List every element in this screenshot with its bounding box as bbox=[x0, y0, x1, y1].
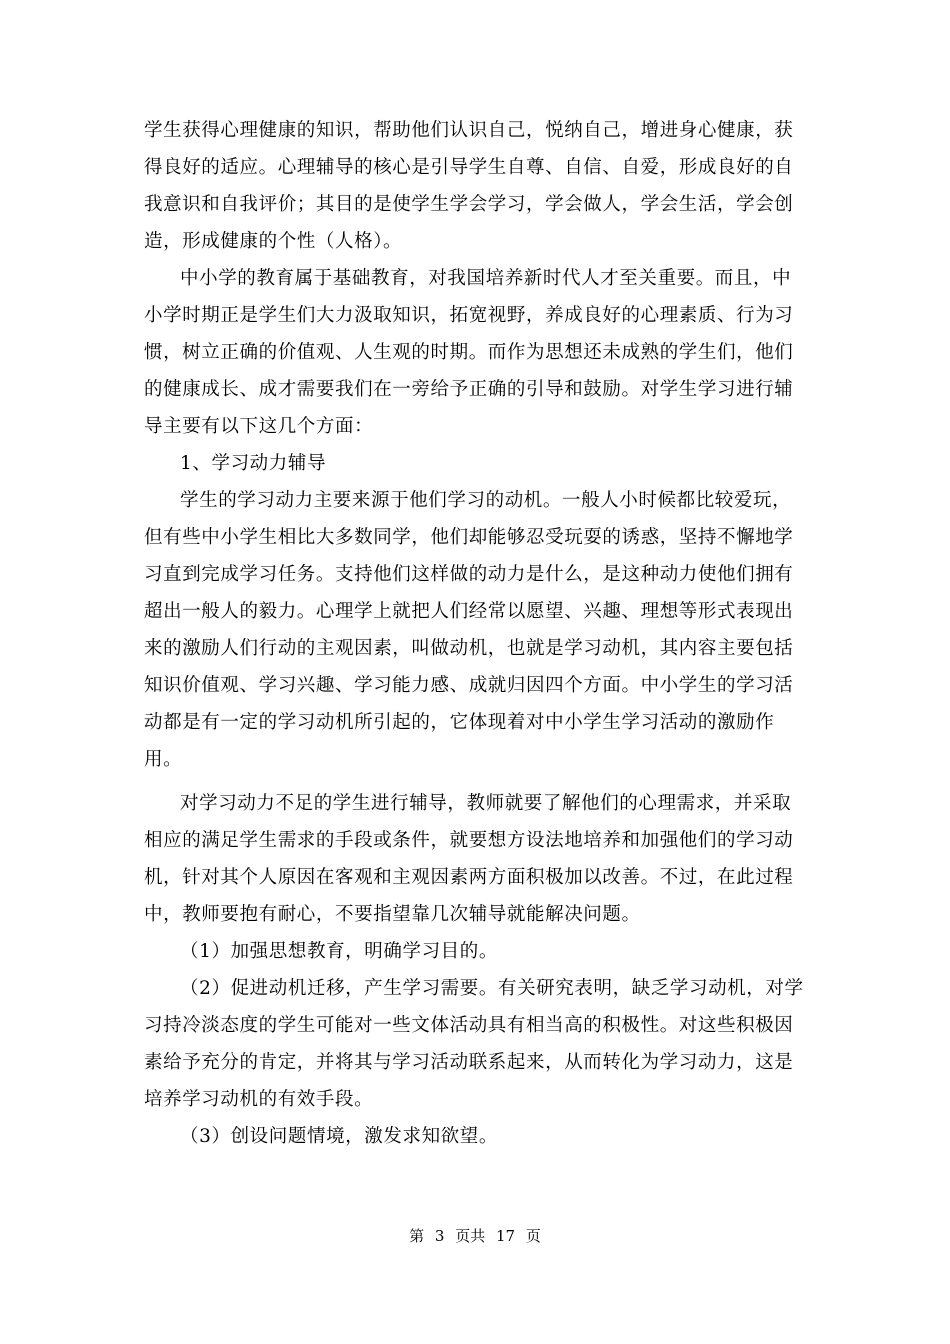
text-line: 学生获得心理健康的知识，帮助他们认识自己，悦纳自己，增进身心健康，获 bbox=[144, 120, 794, 141]
text-line: 相应的满足学生需求的手段或条件，就要想方设法地培养和加强他们的学习动 bbox=[144, 830, 794, 851]
page-footer: 第 3 页共 17 页 bbox=[409, 1227, 541, 1245]
text-line: 机，针对其个人原因在客观和主观因素两方面积极加以改善。不过，在此过程 bbox=[144, 867, 794, 888]
text-line: 对学习动力不足的学生进行辅导，教师就要了解他们的心理需求，并采取 bbox=[180, 793, 792, 814]
text-line: 中小学的教育属于基础教育，对我国培养新时代人才至关重要。而且，中 bbox=[180, 268, 792, 289]
text-line: 培养学习动机的有效手段。 bbox=[144, 1089, 374, 1110]
text-line: 导主要有以下这几个方面： bbox=[144, 416, 374, 437]
text-line: 超出一般人的毅力。心理学上就把人们经常以愿望、兴趣、理想等形式表现出 bbox=[144, 601, 794, 622]
text-line: 来的激励人们行动的主观因素，叫做动机，也就是学习动机，其内容主要包括 bbox=[144, 638, 794, 659]
text-line: 动都是有一定的学习动机所引起的，它体现着对中小学生学习活动的激励作 bbox=[144, 712, 775, 733]
section-heading: 1、学习动力辅导 bbox=[180, 453, 327, 474]
list-item: （2）促进动机迁移，产生学习需要。有关研究表明，缺乏学习动机，对学 bbox=[180, 978, 804, 999]
text-line: 用。 bbox=[144, 749, 183, 770]
text-line: 惯，树立正确的价值观、人生观的时期。而作为思想还未成熟的学生们，他们 bbox=[144, 342, 794, 363]
list-item: （1）加强思想教育，明确学习目的。 bbox=[180, 941, 498, 962]
text-line: 小学时期正是学生们大力汲取知识，拓宽视野，养成良好的心理素质、行为习 bbox=[144, 305, 794, 326]
text-line: 知识价值观、学习兴趣、学习能力感、成就归因四个方面。中小学生的学习活 bbox=[144, 675, 794, 696]
text-line: 素给予充分的肯定，并将其与学习活动联系起来，从而转化为学习动力，这是 bbox=[144, 1052, 794, 1073]
text-line: 习直到完成学习任务。支持他们这样做的动力是什么，是这种动力使他们拥有 bbox=[144, 564, 794, 585]
text-line: 习持冷淡态度的学生可能对一些文体活动具有相当高的积极性。对这些积极因 bbox=[144, 1015, 794, 1036]
text-line: 中，教师要抱有耐心，不要指望靠几次辅导就能解决问题。 bbox=[144, 904, 641, 925]
text-line: 造，形成健康的个性（人格）。 bbox=[144, 231, 403, 252]
list-item: （3）创设问题情境，激发求知欲望。 bbox=[180, 1126, 498, 1147]
text-line: 学生的学习动力主要来源于他们学习的动机。一般人小时候都比较爱玩， bbox=[180, 490, 792, 511]
text-line: 但有些中小学生相比大多数同学，他们却能够忍受玩耍的诱惑，坚持不懈地学 bbox=[144, 527, 794, 548]
text-line: 我意识和自我评价；其目的是使学生学会学习，学会做人，学会生活，学会创 bbox=[144, 194, 794, 215]
text-line: 得良好的适应。心理辅导的核心是引导学生自尊、自信、自爱，形成良好的自 bbox=[144, 157, 794, 178]
text-line: 的健康成长、成才需要我们在一旁给予正确的引导和鼓励。对学生学习进行辅 bbox=[144, 379, 794, 400]
